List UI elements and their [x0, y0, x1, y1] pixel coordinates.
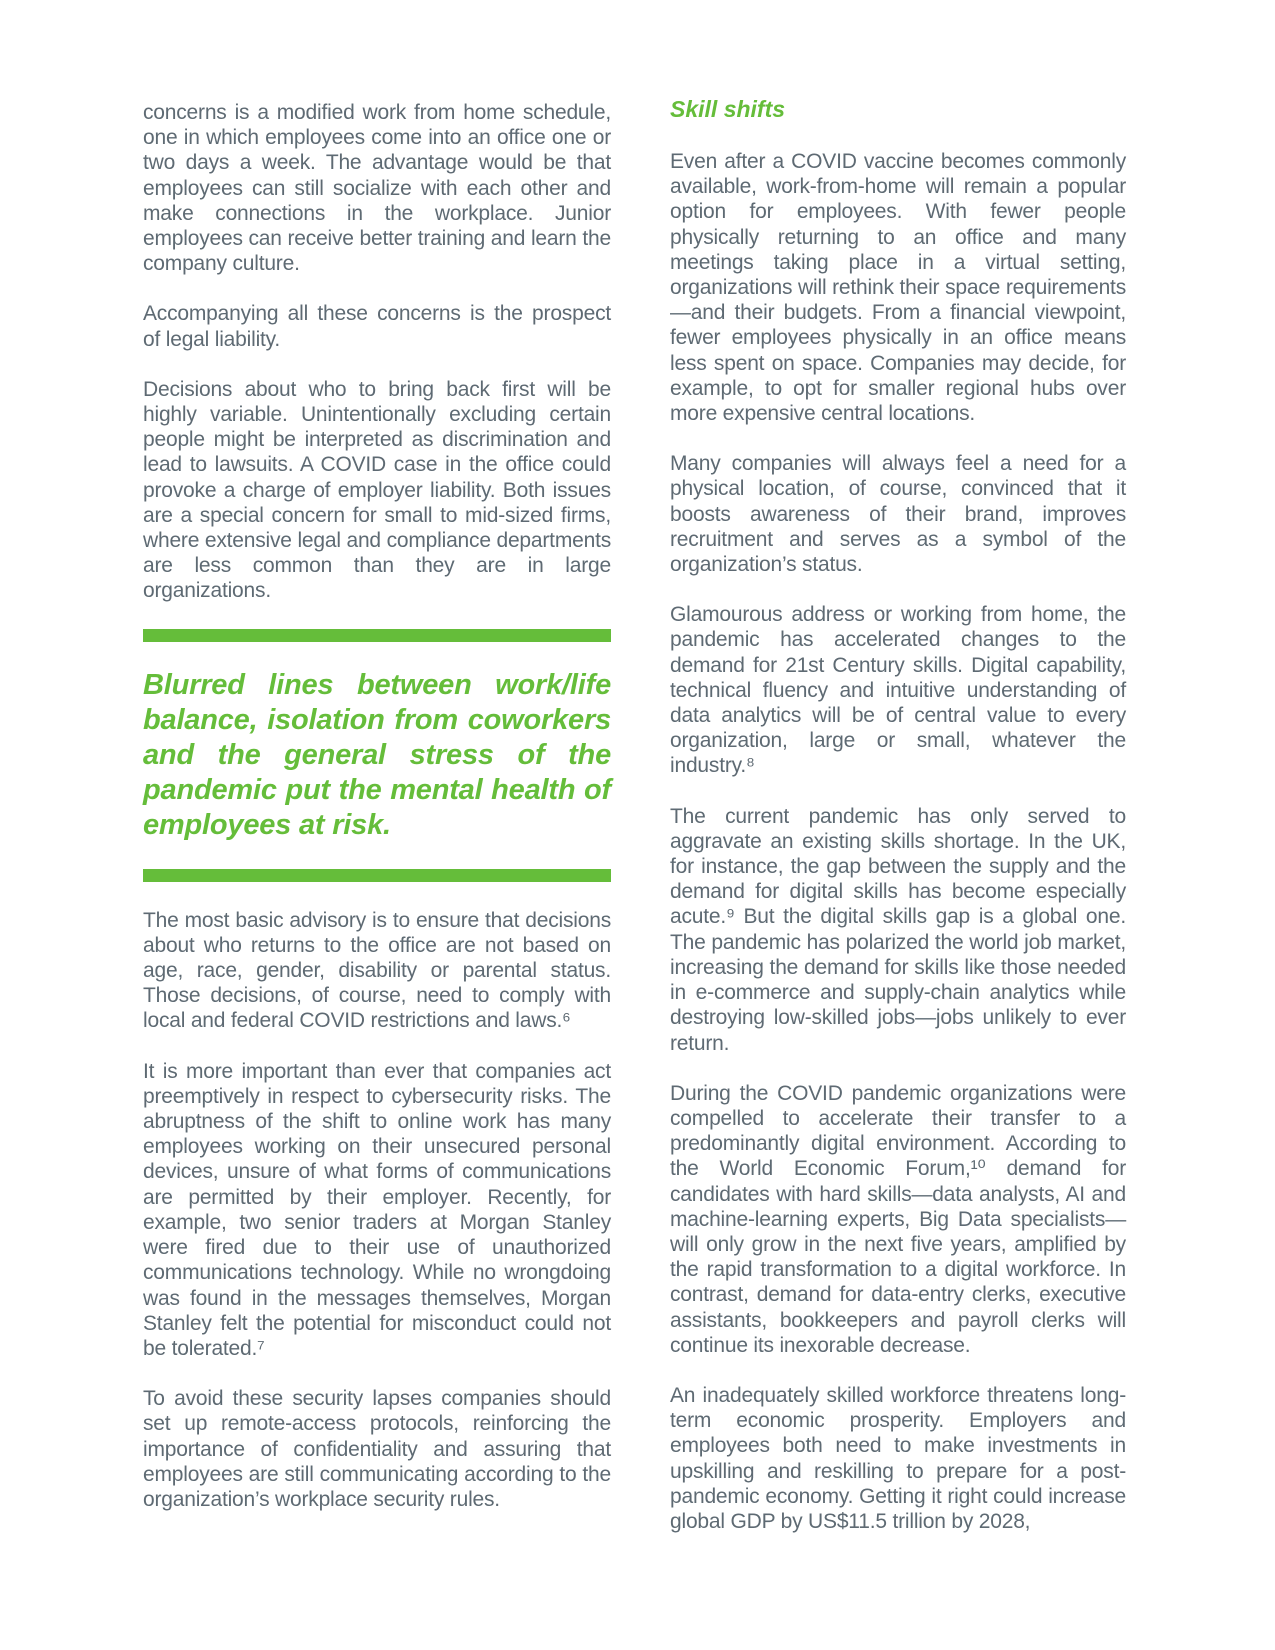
body-paragraph: Even after a COVID vaccine becomes commonly available, work-from-home will remain a popular option for employees. With fewer people physically returning to an office and many meetings taking place in a virtual setting, organizations will rethink their space requirements—and their budgets. From a financial viewpoint, fewer employees physically in an office means less spent on space. Companies may decide, for example, to opt for smaller regional hubs over more expensive central locations. [670, 150, 1126, 426]
right-text-column [670, 96, 1126, 1559]
body-paragraph: The current pandemic has only served to aggravate an existing skills shortage. In the UK, for instance, the gap between the supply and the demand for digital skills has become especially acute.⁹ But the digital skills gap is a global one. The pandemic has polarized the world job market, increasing the demand for skills like those needed in e-commerce and supply-chain analytics while destroying low-skilled jobs—jobs unlikely to ever return. [670, 804, 1126, 1055]
body-paragraph: concerns is a modified work from home schedule, one in which employees come into an office one or two days a week. The advantage would be that employees can still socialize with each other and make connections in the workplace. Junior employees can receive better training and learn the company culture. [143, 101, 611, 276]
green-divider-bar-top [143, 629, 611, 642]
body-paragraph: Glamourous address or working from home, the pandemic has accelerated changes to the demand for 21st Century skills. Digital capability, technical fluency and intuitive understanding of data analytics will be of central value to every organization, large or small, whatever the industry.⁸ [670, 603, 1126, 778]
body-paragraph: Decisions about who to bring back first will be highly variable. Unintentionally excluding certain people might be interpreted as discrimination and lead to lawsuits. A COVID case in the office could provoke a charge of employer liability. Both issues are a special concern for small to mid-sized firms, where extensive legal and compliance departments are less common than they are in large organizations. [143, 377, 611, 603]
body-paragraph: To avoid these security lapses companies should set up remote-access protocols, reinforcing the importance of confidentiality and assuring that employees are still communicating according to the organization’s workplace security rules. [143, 1387, 611, 1511]
body-paragraph: An inadequately skilled workforce threatens long-term economic prosperity. Employers and employees both need to make investments in upskilling and reskilling to prepare for a post-pandemic economy. Getting it right could increase global GDP by US$11.5 trillion by 2028, [670, 1383, 1126, 1533]
green-divider-bar-bottom [143, 869, 611, 882]
section-heading-skill-shifts: Skill shifts [670, 96, 786, 122]
body-paragraph: During the COVID pandemic organizations were compelled to accelerate their transfer to a predominantly digital environment. According to the World Economic Forum,¹⁰ demand for candidates with hard skills—data analysts, AI and machine-learning experts, Big Data specialists—will only grow in the next five years, amplified by the rapid transformation to a digital workforce. In contrast, demand for data-entry clerks, executive assistants, bookkeepers and payroll clerks will continue its inexorable decrease. [670, 1081, 1126, 1357]
body-paragraph: The most basic advisory is to ensure that decisions about who returns to the office are not based on age, race, gender, disability or parental status. Those decisions, of course, need to comply with local and federal COVID restrictions and laws.⁶ [143, 908, 611, 1033]
body-paragraph: It is more important than ever that companies act preemptively in respect to cybersecurity risks. The abruptness of the shift to online work has many employees working on their unsecured personal devices, unsure of what forms of communications are permitted by their employer. Recently, for example, two senior traders at Morgan Stanley were fired due to their use of unauthorized communications technology. While no wrongdoing was found in the messages themselves, Morgan Stanley felt the potential for misconduct could not be tolerated.⁷ [143, 1059, 611, 1360]
body-paragraph: Accompanying all these concerns is the prospect of legal liability. [143, 302, 611, 351]
left-text-column [143, 100, 611, 1537]
body-paragraph: Many companies will always feel a need for a physical location, of course, convinced that it boosts awareness of their brand, improves recruitment and serves as a symbol of the organization’s status. [670, 452, 1126, 577]
pull-quote: Blurred lines between work/life balance, isolation from coworkers and the general stress of the pandemic put the mental health of employees at risk. [143, 668, 611, 841]
